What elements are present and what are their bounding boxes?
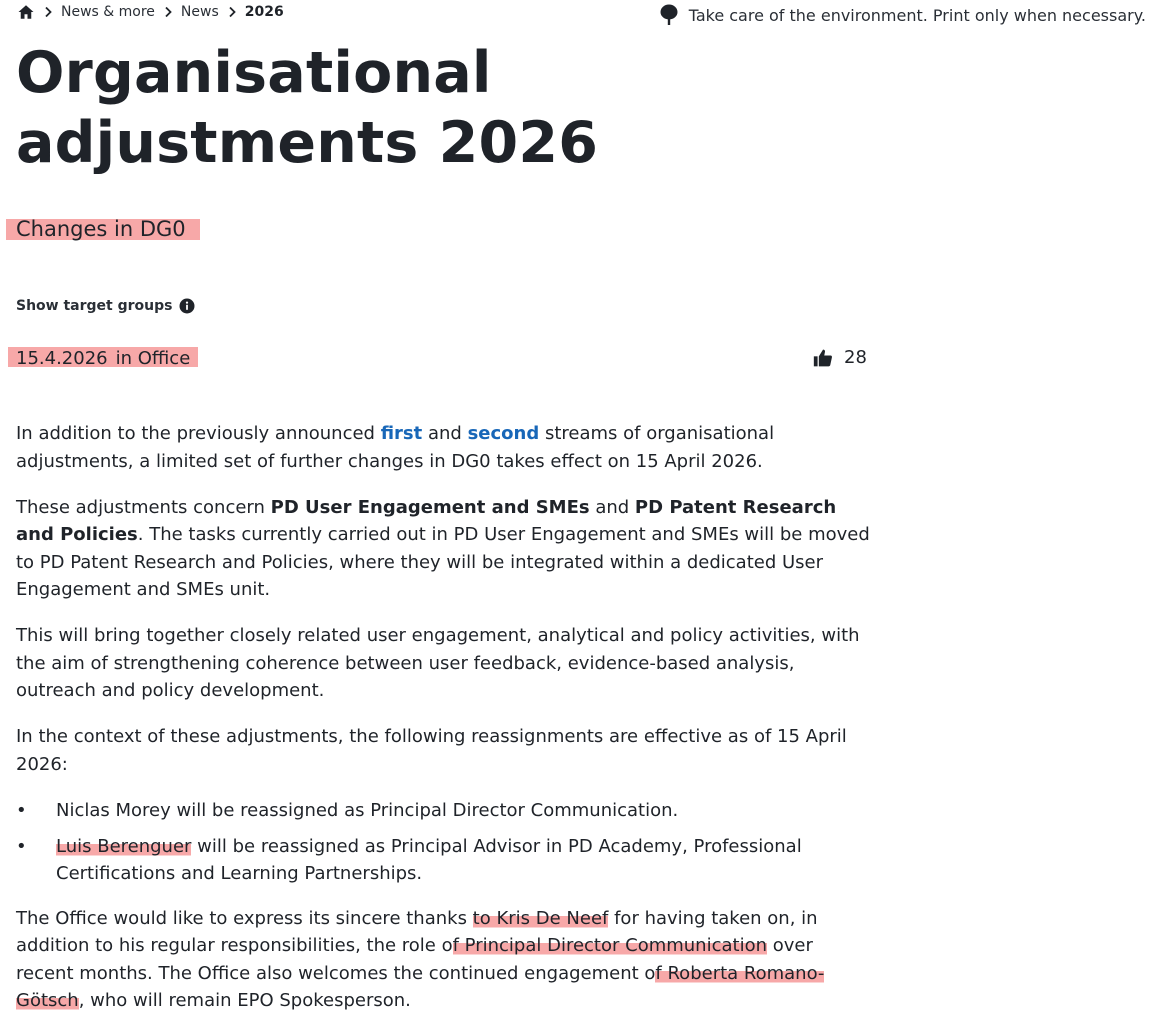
paragraph-intro	[16, 420, 876, 475]
chevron-right-icon	[162, 6, 174, 18]
article-body	[16, 420, 876, 1033]
article-subtitle: Changes in DG0	[16, 217, 186, 241]
pd-patent-research: PD Patent Research and Policies	[16, 496, 837, 545]
highlighted-name: Luis Berenguer	[56, 835, 192, 857]
paragraph-adjustments	[16, 494, 876, 604]
thumbs-up-icon[interactable]	[813, 348, 833, 368]
like-button[interactable]	[813, 347, 867, 368]
text: In addition to the previously announced	[16, 423, 381, 444]
breadcrumb-news[interactable]: News	[180, 4, 219, 20]
link-second-stream[interactable]: second	[467, 423, 540, 444]
text: over recent months. The Office also welcomes the continued engagement o	[16, 935, 813, 984]
text: and	[589, 496, 635, 518]
paragraph-thanks	[16, 905, 876, 1015]
text: will be reassigned as Principal Advisor in PD Academy, Professional Certifications and Learning Partnerships.	[56, 835, 802, 884]
info-icon[interactable]	[179, 298, 195, 314]
like-count: 28	[844, 347, 867, 368]
environment-note-text: Take care of the environment. Print only when necessary.	[688, 5, 1146, 25]
article-subtitle-highlight	[6, 219, 200, 240]
chevron-right-icon	[42, 6, 54, 18]
paragraph-aim: This will bring together closely related user engagement, analytical and policy activities, with the aim of strengthening coherence between user feedback, evidence-based analysis, outreach and policy development.	[16, 625, 860, 701]
text: Niclas Morey will be reassigned as Principal Director Communication.	[56, 799, 679, 821]
list-item	[16, 797, 876, 825]
text: streams of organisational adjustments, a limited set of further changes in DG0 takes effect on 15 April 2026.	[16, 423, 775, 472]
breadcrumb	[17, 3, 284, 21]
show-target-groups-button[interactable]	[16, 298, 195, 314]
chevron-right-icon	[226, 6, 238, 18]
article-meta	[16, 347, 190, 371]
home-icon[interactable]	[17, 3, 35, 21]
bullet: •	[16, 835, 27, 857]
text: These adjustments concern	[16, 496, 271, 518]
show-target-groups-label: Show target groups	[16, 298, 173, 314]
tree-icon	[659, 4, 679, 26]
text: , who will remain EPO Spokesperson.	[78, 990, 411, 1011]
environment-note	[659, 4, 1146, 26]
page-title: Organisational adjustments 2026	[16, 40, 599, 176]
text: The Office would like to express its sincere thanks	[16, 907, 473, 929]
breadcrumb-news-and-more[interactable]: News & more	[61, 4, 155, 20]
pd-user-engagement: PD User Engagement and SMEs	[270, 496, 590, 518]
list-item	[16, 833, 876, 888]
article-category: in Office	[115, 348, 191, 369]
reassignment-list	[16, 797, 876, 888]
text: . The tasks currently carried out in PD User Engagement and SMEs will be moved to PD Patent Research and Policies, where they will be integrated within a dedicated User Engagement and SMEs unit.	[16, 524, 870, 600]
text: for having taken on, in addition to his regular responsibilities, the role o	[16, 907, 818, 956]
text: and	[422, 423, 468, 444]
article-date: 15.4.2026	[16, 348, 108, 369]
paragraph-reassignments-intro: In the context of these adjustments, the following reassignments are effective as of 15 April 2026:	[16, 726, 847, 775]
highlighted-text: to Kris De Neef	[472, 907, 609, 929]
link-first-stream[interactable]: first	[380, 423, 423, 444]
bullet: •	[16, 799, 27, 821]
highlighted-text: f Principal Director Communication	[452, 935, 767, 956]
breadcrumb-current: 2026	[244, 4, 284, 20]
top-bar	[0, 0, 1150, 26]
highlighted-text: f Roberta Romano-Götsch	[16, 962, 825, 1011]
